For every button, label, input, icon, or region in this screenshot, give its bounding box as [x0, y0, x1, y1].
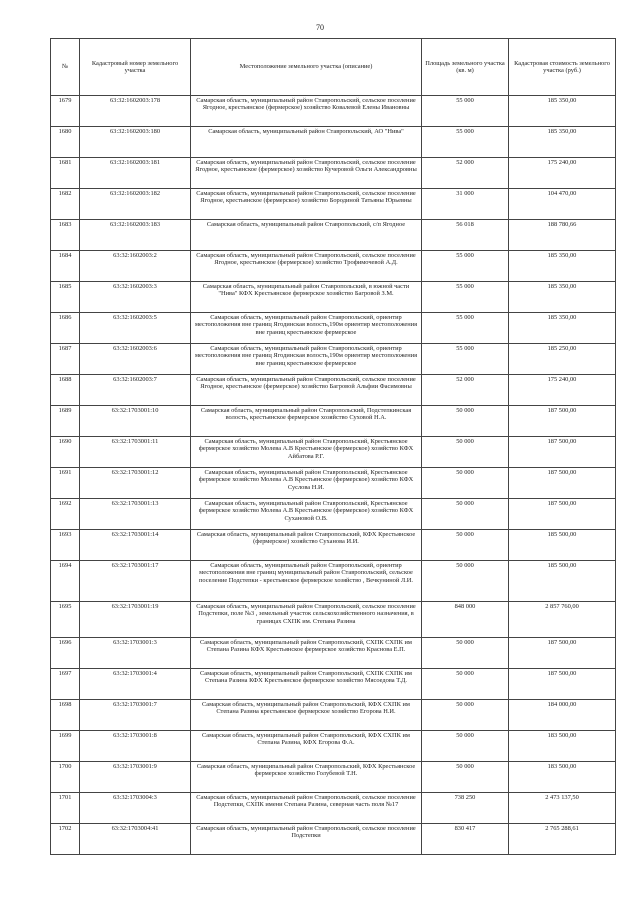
cadastral-number-cell: 63:32:1602003:182: [80, 189, 191, 220]
cadastral-cost-cell: 187 500,00: [509, 669, 616, 700]
cadastral-number-cell: 63:32:1703004:41: [80, 824, 191, 855]
cadastral-cost-cell: 185 500,00: [509, 561, 616, 602]
cadastral-cost-cell: 184 000,00: [509, 700, 616, 731]
row-number: 1680: [51, 127, 80, 158]
area-cell: 55 000: [422, 282, 509, 313]
row-number: 1682: [51, 189, 80, 220]
cadastral-cost-cell: 185 500,00: [509, 530, 616, 561]
row-number: 1700: [51, 762, 80, 793]
row-number: 1695: [51, 602, 80, 638]
table-row: [51, 638, 616, 669]
location-cell: Самарская область, муниципальный район Ставропольский, с/п Ягодное: [191, 220, 422, 251]
area-cell: 55 000: [422, 96, 509, 127]
cadastral-cost-cell: 187 500,00: [509, 638, 616, 669]
row-number: 1681: [51, 158, 80, 189]
cadastral-number-cell: 63:32:1703001:14: [80, 530, 191, 561]
table-row: [51, 499, 616, 530]
area-cell: 50 000: [422, 561, 509, 602]
table-row: [51, 824, 616, 855]
row-number: 1685: [51, 282, 80, 313]
land-register-table: [50, 38, 616, 855]
table-row: [51, 468, 616, 499]
row-number: 1688: [51, 375, 80, 406]
row-number: 1692: [51, 499, 80, 530]
location-cell: Самарская область, муниципальный район Ставропольский, ориентир местоположения вне границ муниципальный район Ставропольский, сельское поселение Подстепки - крестьянское фермерское хозяйство , Вечкуниной Л.И.: [191, 561, 422, 602]
location-cell: Самарская область, муниципальный район Ставропольский, Крестьянское фермерское хозяйство Молева А.В Крестьянское (фермерское) хозяйство КФХ Айбатова Р.Г.: [191, 437, 422, 468]
cadastral-number-cell: 63:32:1703001:13: [80, 499, 191, 530]
location-cell: Самарская область, муниципальный район Ставропольский, сельское поселение Подстепки: [191, 824, 422, 855]
cadastral-cost-cell: 104 470,00: [509, 189, 616, 220]
area-cell: 55 000: [422, 344, 509, 375]
cadastral-number-cell: 63:32:1703001:17: [80, 561, 191, 602]
table-row: [51, 561, 616, 602]
location-cell: Самарская область, муниципальный район Ставропольский, КФХ СХПК им Степана Разина, КФХ Егорова Ф.А.: [191, 731, 422, 762]
cadastral-number-cell: 63:32:1602003:5: [80, 313, 191, 344]
table-row: [51, 762, 616, 793]
row-number: 1698: [51, 700, 80, 731]
row-number: 1690: [51, 437, 80, 468]
cadastral-cost-cell: 188 780,66: [509, 220, 616, 251]
table-row: [51, 282, 616, 313]
cadastral-cost-cell: 185 350,00: [509, 127, 616, 158]
row-number: 1686: [51, 313, 80, 344]
cadastral-cost-cell: 175 240,00: [509, 158, 616, 189]
cadastral-cost-cell: 2 765 288,61: [509, 824, 616, 855]
location-cell: Самарская область, муниципальный район Ставропольский, ориентир местоположения вне границ Ягодинская волость,190м ориентир местоположения вне границ крестьянское фермерское: [191, 344, 422, 375]
header-location: Местоположение земельного участка (описание): [191, 39, 422, 96]
cadastral-cost-cell: 185 350,00: [509, 251, 616, 282]
table-row: [51, 437, 616, 468]
location-cell: Самарская область, муниципальный район Ставропольский, Крестьянское фермерское хозяйство Молева А.В Крестьянское (фермерское) хозяйство КФХ Сухановой О.В.: [191, 499, 422, 530]
table-row: [51, 793, 616, 824]
location-cell: Самарская область, муниципальный район Ставропольский, в южной части "Нива" КФХ Крестьянское фермерское хозяйство Багровой З.М.: [191, 282, 422, 313]
cadastral-cost-cell: 175 240,00: [509, 375, 616, 406]
cadastral-cost-cell: 187 500,00: [509, 499, 616, 530]
table-row: [51, 127, 616, 158]
table-row: [51, 251, 616, 282]
row-number: 1701: [51, 793, 80, 824]
header-area: Площадь земельного участка (кв. м): [422, 39, 509, 96]
row-number: 1697: [51, 669, 80, 700]
cadastral-number-cell: 63:32:1602003:7: [80, 375, 191, 406]
row-number: 1699: [51, 731, 80, 762]
cadastral-cost-cell: 185 350,00: [509, 282, 616, 313]
area-cell: 50 000: [422, 669, 509, 700]
cadastral-cost-cell: 2 857 760,00: [509, 602, 616, 638]
cadastral-number-cell: 63:32:1602003:6: [80, 344, 191, 375]
location-cell: Самарская область, муниципальный район Ставропольский, КФХ СХПК им Степана Разина крестьянское фермерское хозяйство Егорова Н.И.: [191, 700, 422, 731]
row-number: 1683: [51, 220, 80, 251]
cadastral-number-cell: 63:32:1602003:178: [80, 96, 191, 127]
table-row: [51, 669, 616, 700]
area-cell: 848 000: [422, 602, 509, 638]
table-row: [51, 158, 616, 189]
location-cell: Самарская область, муниципальный район Ставропольский, сельское поселение Ягодное, крестьянское (фермерское) хозяйство Кучеровой Ольги Александровны: [191, 158, 422, 189]
cadastral-number-cell: 63:32:1602003:2: [80, 251, 191, 282]
area-cell: 50 000: [422, 499, 509, 530]
area-cell: 50 000: [422, 638, 509, 669]
location-cell: Самарская область, муниципальный район Ставропольский, ориентир местоположения вне границ Ягодинская волость,190м ориентир местоположения вне границ крестьянское фермерское: [191, 313, 422, 344]
table-row: [51, 189, 616, 220]
row-number: 1691: [51, 468, 80, 499]
area-cell: 55 000: [422, 127, 509, 158]
area-cell: 830 417: [422, 824, 509, 855]
table-row: [51, 602, 616, 638]
location-cell: Самарская область, муниципальный район Ставропольский, сельское поселение Подстепки, поле №3 , земельный участок сельскохозяйственного назначения, в границах СХПК им. Степана Разина: [191, 602, 422, 638]
cadastral-cost-cell: 183 500,00: [509, 731, 616, 762]
page-number: 70: [316, 23, 324, 32]
area-cell: 50 000: [422, 731, 509, 762]
row-number: 1693: [51, 530, 80, 561]
cadastral-number-cell: 63:32:1703001:10: [80, 406, 191, 437]
location-cell: Самарская область, муниципальный район Ставропольский, КФХ Крестьянское (фермерское) хозяйство Суханова И.И.: [191, 530, 422, 561]
area-cell: 50 000: [422, 700, 509, 731]
area-cell: 31 000: [422, 189, 509, 220]
area-cell: 50 000: [422, 406, 509, 437]
area-cell: 50 000: [422, 762, 509, 793]
row-number: 1684: [51, 251, 80, 282]
table-row: [51, 220, 616, 251]
cadastral-number-cell: 63:32:1703001:12: [80, 468, 191, 499]
cadastral-cost-cell: 187 500,00: [509, 406, 616, 437]
location-cell: Самарская область, муниципальный район Ставропольский, КФХ Крестьянское фермерское хозяйство Голубевой Т.Н.: [191, 762, 422, 793]
table-row: [51, 731, 616, 762]
table-row: [51, 313, 616, 344]
cadastral-cost-cell: 187 500,00: [509, 437, 616, 468]
cadastral-number-cell: 63:32:1703004:3: [80, 793, 191, 824]
cadastral-number-cell: 63:32:1703001:9: [80, 762, 191, 793]
cadastral-cost-cell: 185 250,00: [509, 344, 616, 375]
cadastral-number-cell: 63:32:1602003:180: [80, 127, 191, 158]
area-cell: 56 018: [422, 220, 509, 251]
location-cell: Самарская область, муниципальный район Ставропольский, Крестьянское фермерское хозяйство Молева А.В Крестьянское (фермерское) хозяйство КФХ Суслова Н.И.: [191, 468, 422, 499]
cadastral-number-cell: 63:32:1703001:3: [80, 638, 191, 669]
row-number: 1689: [51, 406, 80, 437]
table-row: [51, 406, 616, 437]
location-cell: Самарская область, муниципальный район Ставропольский, сельское поселение Ягодное, крестьянское (фермерское) хозяйство Бородиной Татьяны Юрьевны: [191, 189, 422, 220]
area-cell: 52 000: [422, 158, 509, 189]
header-cadastral-cost: Кадастровая стоимость земельного участка (руб.): [509, 39, 616, 96]
cadastral-number-cell: 63:32:1703001:11: [80, 437, 191, 468]
table-header-row: [51, 39, 616, 96]
location-cell: Самарская область, муниципальный район Ставропольский, СХПК СХПК им Степана Разина КФХ Крестьянское фермерское хозяйство Мясоедова Т.Д.: [191, 669, 422, 700]
row-number: 1687: [51, 344, 80, 375]
cadastral-cost-cell: 183 500,00: [509, 762, 616, 793]
row-number: 1696: [51, 638, 80, 669]
cadastral-number-cell: 63:32:1602003:183: [80, 220, 191, 251]
location-cell: Самарская область, муниципальный район Ставропольский, Подстепкинская волость, крестьянское фермерское хозяйство Суховой Н.А.: [191, 406, 422, 437]
location-cell: Самарская область, муниципальный район Ставропольский, АО "Нива": [191, 127, 422, 158]
cadastral-number-cell: 63:32:1602003:3: [80, 282, 191, 313]
area-cell: 50 000: [422, 437, 509, 468]
location-cell: Самарская область, муниципальный район Ставропольский, сельское поселение Ягодное, крестьянское (фермерское) хозяйство Багровой Альфии Фасимовны: [191, 375, 422, 406]
cadastral-number-cell: 63:32:1703001:8: [80, 731, 191, 762]
area-cell: 50 000: [422, 468, 509, 499]
table-row: [51, 700, 616, 731]
cadastral-cost-cell: 185 350,00: [509, 96, 616, 127]
location-cell: Самарская область, муниципальный район Ставропольский, сельское поселение Ягодное, крестьянское (фермерское) хозяйство Ковалевой Елены Ивановны: [191, 96, 422, 127]
cadastral-cost-cell: 185 350,00: [509, 313, 616, 344]
area-cell: 55 000: [422, 313, 509, 344]
table-row: [51, 96, 616, 127]
area-cell: 52 000: [422, 375, 509, 406]
header-cadastral-number: Кадастровый номер земельного участка: [80, 39, 191, 96]
cadastral-number-cell: 63:32:1703001:19: [80, 602, 191, 638]
cadastral-number-cell: 63:32:1602003:181: [80, 158, 191, 189]
header-number: №: [51, 39, 80, 96]
cadastral-cost-cell: 2 473 137,50: [509, 793, 616, 824]
cadastral-cost-cell: 187 500,00: [509, 468, 616, 499]
cadastral-number-cell: 63:32:1703001:7: [80, 700, 191, 731]
area-cell: 50 000: [422, 530, 509, 561]
row-number: 1694: [51, 561, 80, 602]
table-row: [51, 375, 616, 406]
location-cell: Самарская область, муниципальный район Ставропольский, сельское поселение Подстепки, СХПК имени Степана Разина, северная часть поля №17: [191, 793, 422, 824]
area-cell: 55 000: [422, 251, 509, 282]
location-cell: Самарская область, муниципальный район Ставропольский, СХПК СХПК им Степана Разина КФХ Крестьянское фермерское хозяйство Краснова Е.П.: [191, 638, 422, 669]
area-cell: 738 250: [422, 793, 509, 824]
cadastral-number-cell: 63:32:1703001:4: [80, 669, 191, 700]
table-row: [51, 530, 616, 561]
table-row: [51, 344, 616, 375]
row-number: 1679: [51, 96, 80, 127]
row-number: 1702: [51, 824, 80, 855]
location-cell: Самарская область, муниципальный район Ставропольский, сельское поселение Ягодное, крестьянское (фермерское) хозяйство Трофимочевой А.Д.: [191, 251, 422, 282]
